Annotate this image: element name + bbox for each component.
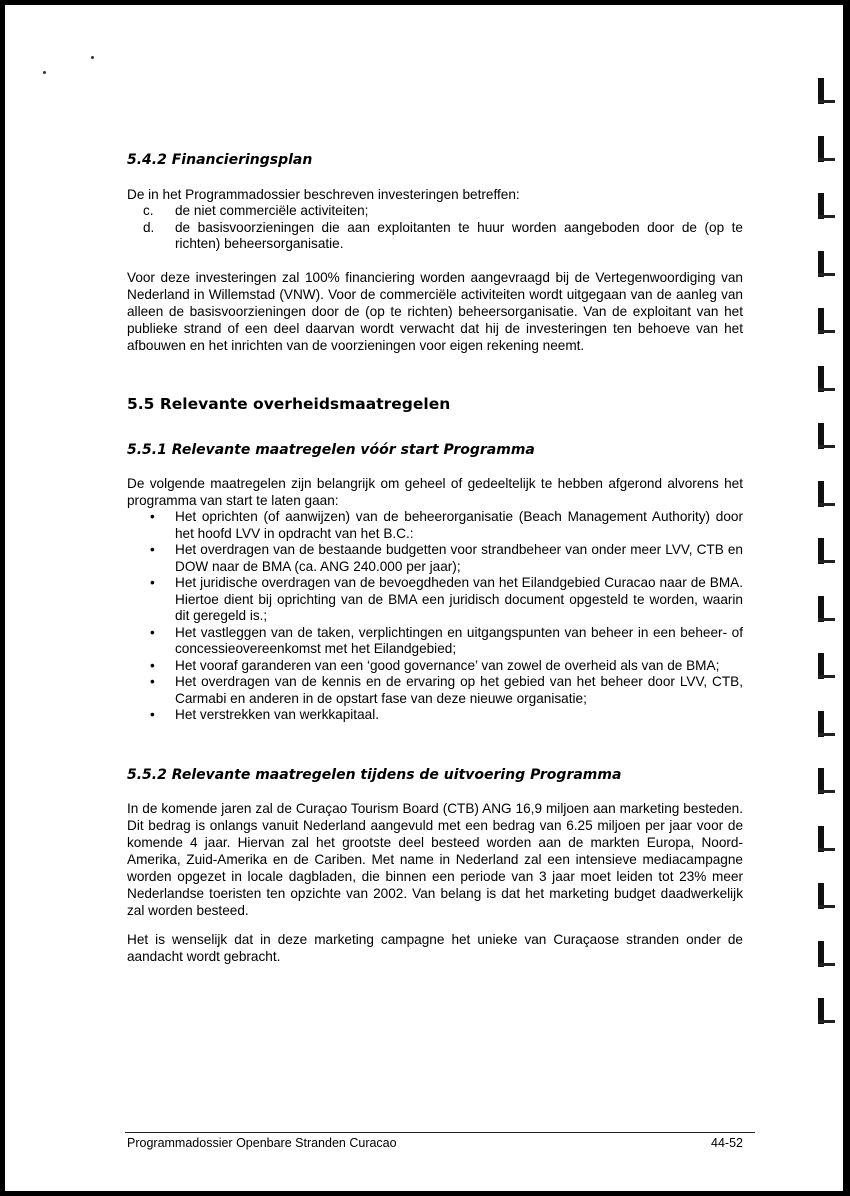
bullet-marker: • <box>150 509 155 524</box>
binding-hole <box>815 826 835 854</box>
bullet-marker: • <box>150 707 155 722</box>
bullet-marker: • <box>150 674 155 689</box>
binding-hole <box>815 78 835 106</box>
binding-hole <box>815 998 835 1026</box>
heading-5-5-2: 5.5.2 Relevante maatregelen tijdens de uitvoering Programma <box>127 767 622 783</box>
list-item-text: Het juridische overdragen van de bevoegdheden van het Eilandgebied Curacao naar de BMA. Hiertoe dient bij oprichting van de BMA een juridisch document opgesteld te worden, waarin dit geregeld is.; <box>175 575 743 623</box>
heading-5-5-1: 5.5.1 Relevante maatregelen vóór start Programma <box>127 442 535 458</box>
binding-hole <box>815 481 835 509</box>
measures-intro: De volgende maatregelen zijn belangrijk om geheel of gedeeltelijk te hebben afgerond alvorens het programma van start te laten gaan: <box>127 476 743 508</box>
list-item <box>127 674 743 707</box>
bullet-marker: • <box>150 575 155 590</box>
list-item <box>127 542 743 575</box>
document-page <box>5 5 843 1191</box>
binding-hole <box>815 136 835 164</box>
list-item-text: de niet commerciële activiteiten; <box>175 203 369 218</box>
list-item-text: Het overdragen van de kennis en de ervaring op het gebied van het beheer door LVV, CTB, Carmabi en anderen in de opstart fase van deze nieuwe organisatie; <box>175 674 743 706</box>
scan-speck <box>43 71 46 74</box>
marketing-paragraph: In de komende jaren zal de Curaçao Tourism Board (CTB) ANG 16,9 miljoen aan marketing besteden. Dit bedrag is onlangs vanuit Nederland aangevuld met een bedrag van 6.25 miljoen per jaar voor de komende 4 jaar. Hiervan zal het grootste deel besteed worden aan de markten Europa, Noord-Amerika, Zuid-Amerika en de Cariben. Met name in Nederland zal een intensieve mediacampagne worden opgezet in locale dagbladen, die binnen een periode van 3 jaar moet leiden tot 23% meer Nederlandse toeristen ten opzichte van 2002. Van belang is dat het marketing budget daadwerkelijk zal worden besteed. <box>127 801 743 918</box>
campaign-paragraph: Het is wenselijk dat in deze marketing campagne het unieke van Curaçaose stranden onder de aandacht wordt gebracht. <box>127 932 743 964</box>
bullet-marker: • <box>150 624 155 640</box>
binding-hole <box>815 423 835 451</box>
list-item <box>127 220 743 253</box>
footer-title: Programmadossier Openbare Stranden Curacao <box>127 1136 397 1150</box>
financing-paragraph: Voor deze investeringen zal 100% financiering worden aangevraagd bij de Vertegenwoordiging van Nederland in Willemstad (VNW). Voor de commerciële activiteiten wordt uitgegaan van de aanleg van alleen de basisvoorzieningen door de (op te richten) beheersorganisatie. Van de exploitant van het publieke strand of een deel daarvan wordt verwacht dat hij de investeringen ten behoeve van het afbouwen en het inrichten van de voorzieningen voor eigen rekening neemt. <box>127 270 743 353</box>
binding-hole <box>815 711 835 739</box>
binding-hole <box>815 768 835 796</box>
list-item-text: de basisvoorzieningen die aan exploitanten te huur worden aangeboden door de (op te richten) beheersorganisatie. <box>175 219 743 251</box>
binding-hole <box>815 941 835 969</box>
list-item <box>127 203 743 220</box>
binding-hole <box>815 193 835 221</box>
financing-intro: De in het Programmadossier beschreven investeringen betreffen: <box>127 187 520 202</box>
binding-hole <box>815 883 835 911</box>
binding-hole <box>815 308 835 336</box>
bullet-marker: • <box>150 657 155 673</box>
list-item <box>127 625 743 658</box>
list-item <box>127 509 743 542</box>
list-item <box>127 575 743 625</box>
list-item <box>127 707 743 724</box>
binding-hole <box>815 251 835 279</box>
bullet-marker: • <box>150 542 155 557</box>
list-item-text: Het verstrekken van werkkapitaal. <box>175 707 379 722</box>
list-item-text: Het vastleggen van de taken, verplichtingen en uitgangspunten van beheer in een beheer- of concessieovereenkomst met het Eilandgebied; <box>175 624 743 656</box>
investment-list <box>127 203 743 253</box>
list-item-text: Het oprichten (of aanwijzen) van de beheerorganisatie (Beach Management Authority) door het hoofd LVV in opdracht van het B.C.: <box>175 509 743 541</box>
binding-hole <box>815 596 835 624</box>
footer-rule <box>125 1132 755 1133</box>
scan-speck <box>91 56 94 59</box>
binding-hole <box>815 538 835 566</box>
list-item-text: Het overdragen van de bestaande budgetten voor strandbeheer van onder meer LVV, CTB en DOW naar de BMA (ca. ANG 240.000 per jaar); <box>175 542 743 574</box>
page-number: 44-52 <box>711 1136 743 1150</box>
measures-list <box>127 509 743 724</box>
list-marker: c. <box>143 203 154 218</box>
list-marker: d. <box>143 219 155 235</box>
binding-hole <box>815 653 835 681</box>
list-item <box>127 658 743 675</box>
binding-hole <box>815 366 835 394</box>
heading-5-4-2: 5.4.2 Financieringsplan <box>127 152 313 168</box>
heading-5-5: 5.5 Relevante overheidsmaatregelen <box>127 395 451 413</box>
list-item-text: Het vooraf garanderen van een ‘good governance’ van zowel de overheid als van de BMA; <box>175 657 720 673</box>
